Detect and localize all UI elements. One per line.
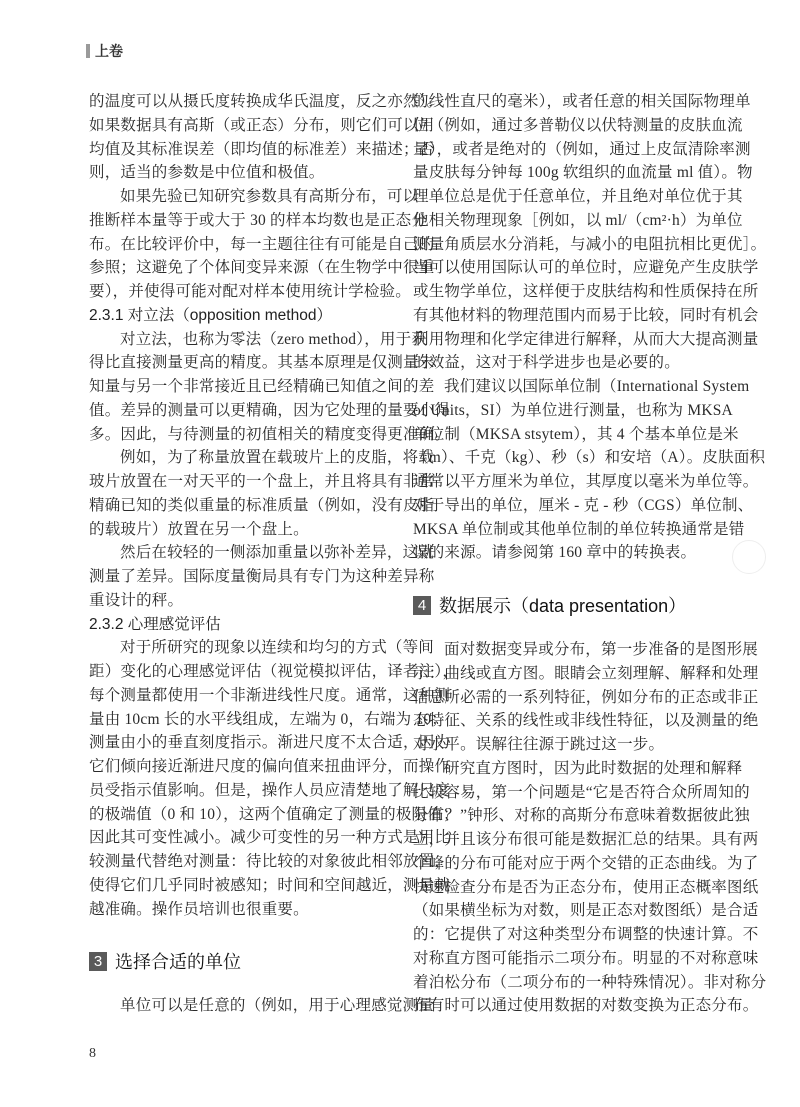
- text-line: 均值及其标准误差（即均值的标准差）来描述；否: [89, 140, 435, 158]
- text-line: （如果横坐标为对数，则是正态对数图纸）是合适: [413, 902, 759, 920]
- text-line: （m）、千克（kg）、秒（s）和安培（A）。皮肤面积: [413, 449, 766, 467]
- text-line: MKSA 单位制或其他单位制的单位转换通常是错: [413, 520, 745, 538]
- section-heading: [89, 949, 384, 973]
- text-line: 或生物学单位，这样便于皮肤结构和性质保持在所: [413, 283, 759, 300]
- text-line: 玻片放置在一对天平的一个盘上，并且将具有非常: [89, 473, 435, 490]
- text-line: 快速检查分布是否为正态分布，使用正态概率图纸: [413, 878, 759, 896]
- text-line: 对立法，也称为零法（zero method），用于获: [120, 330, 427, 348]
- text-line: 有其他材料的物理范围内而易于比较，同时有机会: [413, 306, 759, 324]
- text-line: 布。在比较评价中，每一主题往往有可能是自己的: [89, 235, 435, 253]
- subsection-heading: 2.3.2 心理感觉评估: [89, 615, 221, 633]
- text-line: 参照；这避免了个体间变异来源（在生物学中很重: [89, 259, 435, 277]
- paragraph: [89, 994, 435, 1018]
- text-line: 着泊松分布（二项分布的一种特殊情况）。非对称分: [413, 973, 767, 991]
- text-line: 当可以使用国际认可的单位时，应避免产生皮肤学: [413, 259, 759, 277]
- text-line: 则，适当的参数是中位值和极值。: [89, 164, 325, 182]
- text-line: 值。差异的测量可以更精确，因为它处理的量要小得: [89, 401, 451, 419]
- text-line: 如果先验已知研究参数具有高斯分布，可以: [120, 188, 419, 205]
- text-line: 位（例如，通过多普勒仪以伏特测量的皮肤血流: [413, 116, 743, 134]
- text-line: 测量角质层水分消耗，与减小的电阻抗相比更优］。: [413, 235, 767, 253]
- paragraph: [413, 375, 766, 565]
- right-column: [413, 90, 767, 1018]
- running-head-bar: [86, 44, 90, 58]
- text-line: 的线性直尺的毫米），或者任意的相关国际物理单: [413, 93, 751, 110]
- text-line: 对于所研究的现象以连续和均匀的方式（等间: [120, 639, 435, 657]
- text-line: 得比直接测量更高的精度。其基本原理是仅测量未: [89, 354, 435, 372]
- paragraph: [89, 446, 435, 541]
- text-line: 的：它提供了对这种类型分布调整的快速计算。不: [413, 926, 759, 943]
- text-line: 量），或者是绝对的（例如，通过上皮氙清除率测: [413, 140, 751, 158]
- watermark-stamp: [732, 540, 766, 574]
- text-line: 通常以平方厘米为单位，其厚度以毫米为单位等。: [413, 473, 759, 490]
- text-line: 信息所必需的一系列特征，例如分布的正态或非正: [413, 688, 759, 706]
- section-heading: [413, 593, 708, 617]
- text-line: 分布？”钟形、对称的高斯分布意味着数据彼此独: [413, 807, 750, 825]
- page-number: 8: [89, 1046, 96, 1061]
- text-line: 的极端值（0 和 10），这两个值确定了测量的极限值；: [89, 805, 459, 823]
- text-line: 测量由小的垂直刻度指示。渐进尺度不太合适，因为: [89, 734, 451, 752]
- text-line: 越准确。操作员培训也很重要。: [89, 900, 309, 918]
- text-line: 量皮肤每分钟每 100g 软组织的血流量 ml 值）。物: [413, 164, 753, 182]
- text-line: 比较容易，第一个问题是“它是否符合众所周知的: [413, 783, 750, 801]
- text-line: 利用物理和化学定律进行解释，从而大大提高测量: [413, 330, 759, 348]
- paragraph: [413, 757, 767, 1018]
- text-line: 员受指示值影响。但是，操作人员应清楚地了解尺度: [89, 781, 451, 799]
- paragraph: [413, 90, 767, 375]
- paragraph: [89, 90, 443, 185]
- text-line: of Units，SI）为单位进行测量，也称为 MKSA: [413, 401, 733, 419]
- text-line: 的温度可以从摄氏度转换成华氏温度，反之亦然）。: [89, 93, 443, 110]
- text-line: 然后在较轻的一侧添加重量以弥补差异，这就: [120, 544, 435, 562]
- text-line: 它们倾向接近渐进尺度的偏向值来扭曲评分，而操作: [89, 758, 451, 775]
- text-line: 我们建议以国际单位制（International System: [444, 378, 750, 395]
- text-line: 较测量代替绝对测量：待比较的对象彼此相邻放置，: [89, 853, 451, 870]
- left-column: [89, 90, 459, 1018]
- text-line: 例如，为了称量放置在载玻片上的皮脂，将载: [120, 449, 435, 467]
- text-line: 测量了差异。国际度量衡局具有专门为这种差异称: [89, 568, 435, 585]
- text-line: 布有时可以通过使用数据的对数变换为正态分布。: [413, 997, 759, 1015]
- running-head-text: 上卷: [95, 43, 123, 59]
- text-line: 面对数据变异或分布，第一步准备的是图形展: [444, 641, 759, 658]
- text-line: 示：曲线或直方图。眼睛会立刻理解、解释和处理: [413, 664, 759, 682]
- text-line: 对水平。误解往往源于跳过这一步。: [413, 736, 665, 753]
- section-title: 选择合适的单位: [115, 952, 241, 973]
- text-line: 精确已知的类似重量的标准质量（例如，没有皮脂: [89, 496, 435, 514]
- section-title: 数据展示（data presentation）: [439, 596, 687, 616]
- section-number-badge: 3: [89, 952, 107, 971]
- text-line: 对称直方图可能指示二项分布。明显的不对称意味: [413, 949, 759, 967]
- text-line: 理单位总是优于任意单位，并且绝对单位优于其: [413, 188, 743, 205]
- text-line: 个峰的分布可能对应于两个交错的正态曲线。为了: [413, 854, 759, 872]
- text-line: 重设计的秤。: [89, 591, 184, 609]
- text-line: 多。因此，与待测量的初值相关的精度变得更准确。: [89, 425, 451, 443]
- section-number-badge: 4: [413, 596, 431, 615]
- paragraph: [89, 185, 435, 304]
- paragraph: [89, 328, 451, 447]
- text-line: 量由 10cm 长的水平线组成，左端为 0，右端为 10；: [89, 710, 447, 728]
- text-line: 每个测量都使用一个非渐进线性尺度。通常，这种测: [89, 686, 451, 704]
- text-line: 使得它们几乎同时被感知；时间和空间越近，测量就: [89, 876, 451, 894]
- text-line: 态特征、关系的线性或非线性特征，以及测量的绝: [413, 712, 759, 730]
- text-line: 知量与另一个非常接近且已经精确已知值之间的差: [89, 378, 435, 395]
- running-head: [86, 41, 123, 61]
- paragraph: [89, 636, 459, 921]
- subsection-heading: 2.3.1 对立法（opposition method）: [89, 306, 332, 324]
- text-line: 如果数据具有高斯（或正态）分布，则它们可以用: [89, 116, 435, 134]
- text-line: 研究直方图时，因为此时数据的处理和解释: [444, 759, 743, 777]
- text-line: 的载玻片）放置在另一个盘上。: [89, 520, 309, 538]
- text-line: 因此其可变性减小。减少可变性的另一种方式是用比: [89, 829, 451, 847]
- text-line: 立，并且该分布很可能是数据汇总的结果。具有两: [413, 831, 759, 848]
- text-line: 对于导出的单位，厘米 - 克 - 秒（CGS）单位制、: [413, 496, 754, 514]
- text-line: 单位制（MKSA stsytem），其 4 个基本单位是米: [413, 425, 739, 443]
- text-line: 误的来源。请参阅第 160 章中的转换表。: [413, 544, 697, 562]
- text-line: 要），并使得可能对配对样本使用统计学检验。: [89, 283, 411, 300]
- text-line: 推断样本量等于或大于 30 的样本均数也是正态分: [89, 211, 428, 229]
- paragraph: [89, 541, 435, 612]
- paragraph: [413, 638, 759, 757]
- text-line: 的效益，这对于科学进步也是必要的。: [413, 354, 680, 372]
- text-line: 他相关物理现象［例如，以 ml/（cm²·h）为单位: [413, 211, 743, 229]
- text-line: 距）变化的心理感觉评估（视觉模拟评估，译者注），: [89, 663, 459, 680]
- text-line: 单位可以是任意的（例如，用于心理感觉测量: [120, 997, 435, 1015]
